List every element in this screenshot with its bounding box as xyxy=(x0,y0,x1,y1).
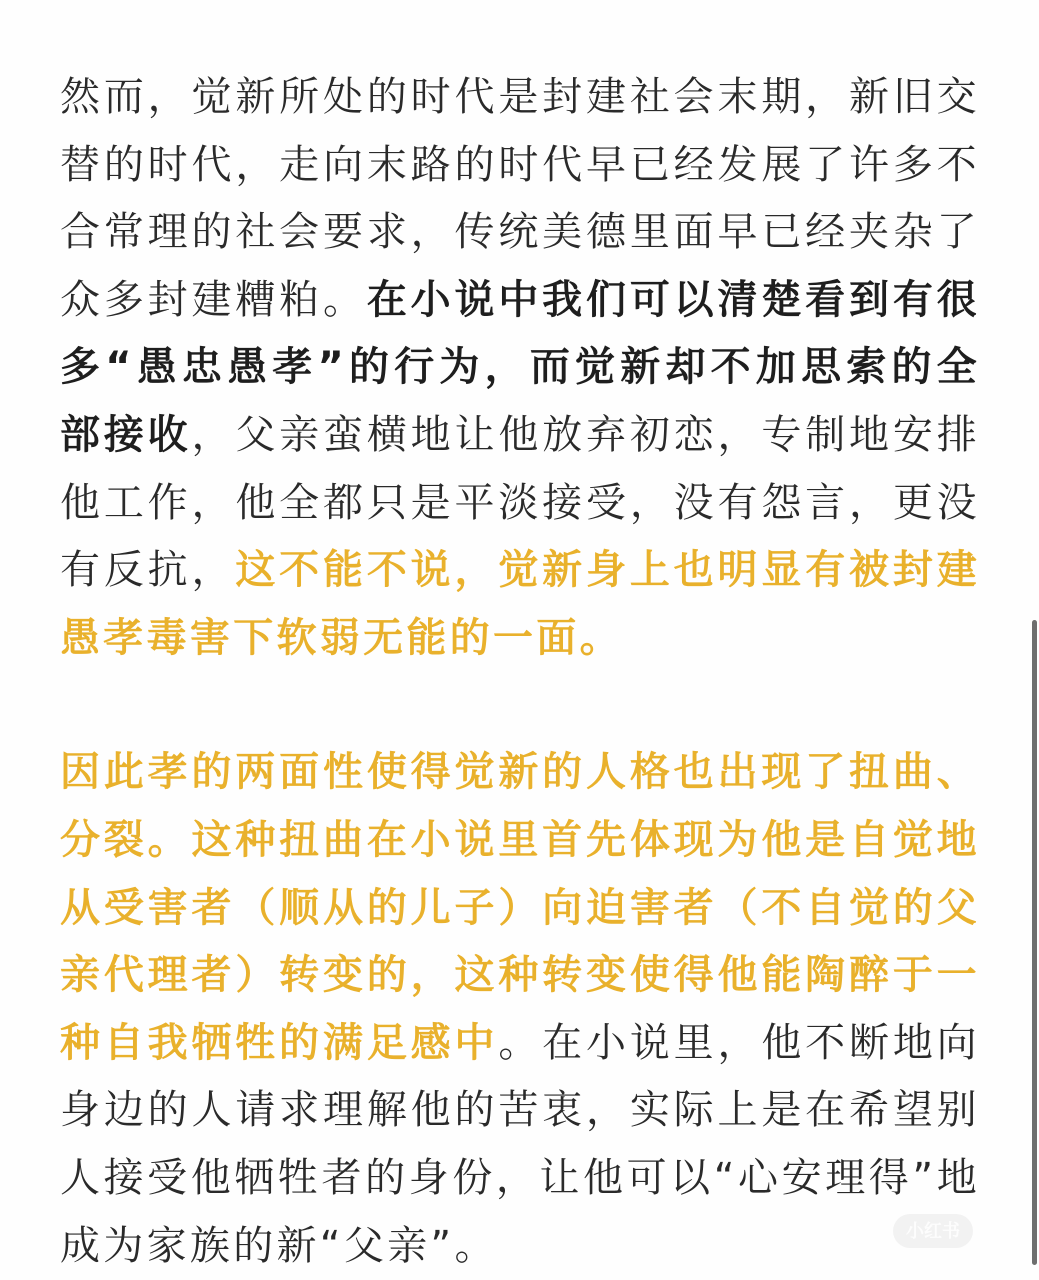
highlighted-text: 因此孝的两面性使得觉新的人格也出现了扭曲、分裂。这种扭曲在小说里首先体现为他是自觉地从受害者（顺从的儿子）向迫害者（不自觉的父亲代理者）转变的，这种转变使得他能陶醉于一种自我牺牲的满足感中 xyxy=(60,749,980,1066)
article-body xyxy=(60,64,980,1280)
plain-text: 然而，觉新所处的时代是封建社会末期，新旧交替的时代，走向末路的时代早已经发展了许多不合常理的社会要求，传统美德里面早已经夹杂了众多封建糟粕。 xyxy=(60,74,980,323)
paragraph-2 xyxy=(60,739,980,1280)
paragraph-1 xyxy=(60,64,980,672)
plain-text: 。在小说里，他不断地向身边的人请求理解他的苦衷，实际上是在希望别人接受他牺牲者的身份，让他可以“心安理得”地成为家族的新“父亲”。 xyxy=(60,1019,980,1269)
plain-text: ，父亲蛮横地让他放弃初恋，专制地安排他工作，他全都只是平淡接受，没有怨言，更没有反抗， xyxy=(60,411,980,594)
scrollbar-thumb[interactable] xyxy=(1032,620,1037,1265)
bold-text: 在小说中我们可以清楚看到有很多“愚忠愚孝”的行为，而觉新却不加思索的全部接收 xyxy=(60,276,980,458)
watermark-logo: 小红书 xyxy=(893,1214,973,1248)
scrollbar[interactable] xyxy=(1023,0,1039,1280)
highlighted-text: 这不能不说，觉新身上也明显有被封建愚孝毒害下软弱无能的一面。 xyxy=(60,547,980,661)
